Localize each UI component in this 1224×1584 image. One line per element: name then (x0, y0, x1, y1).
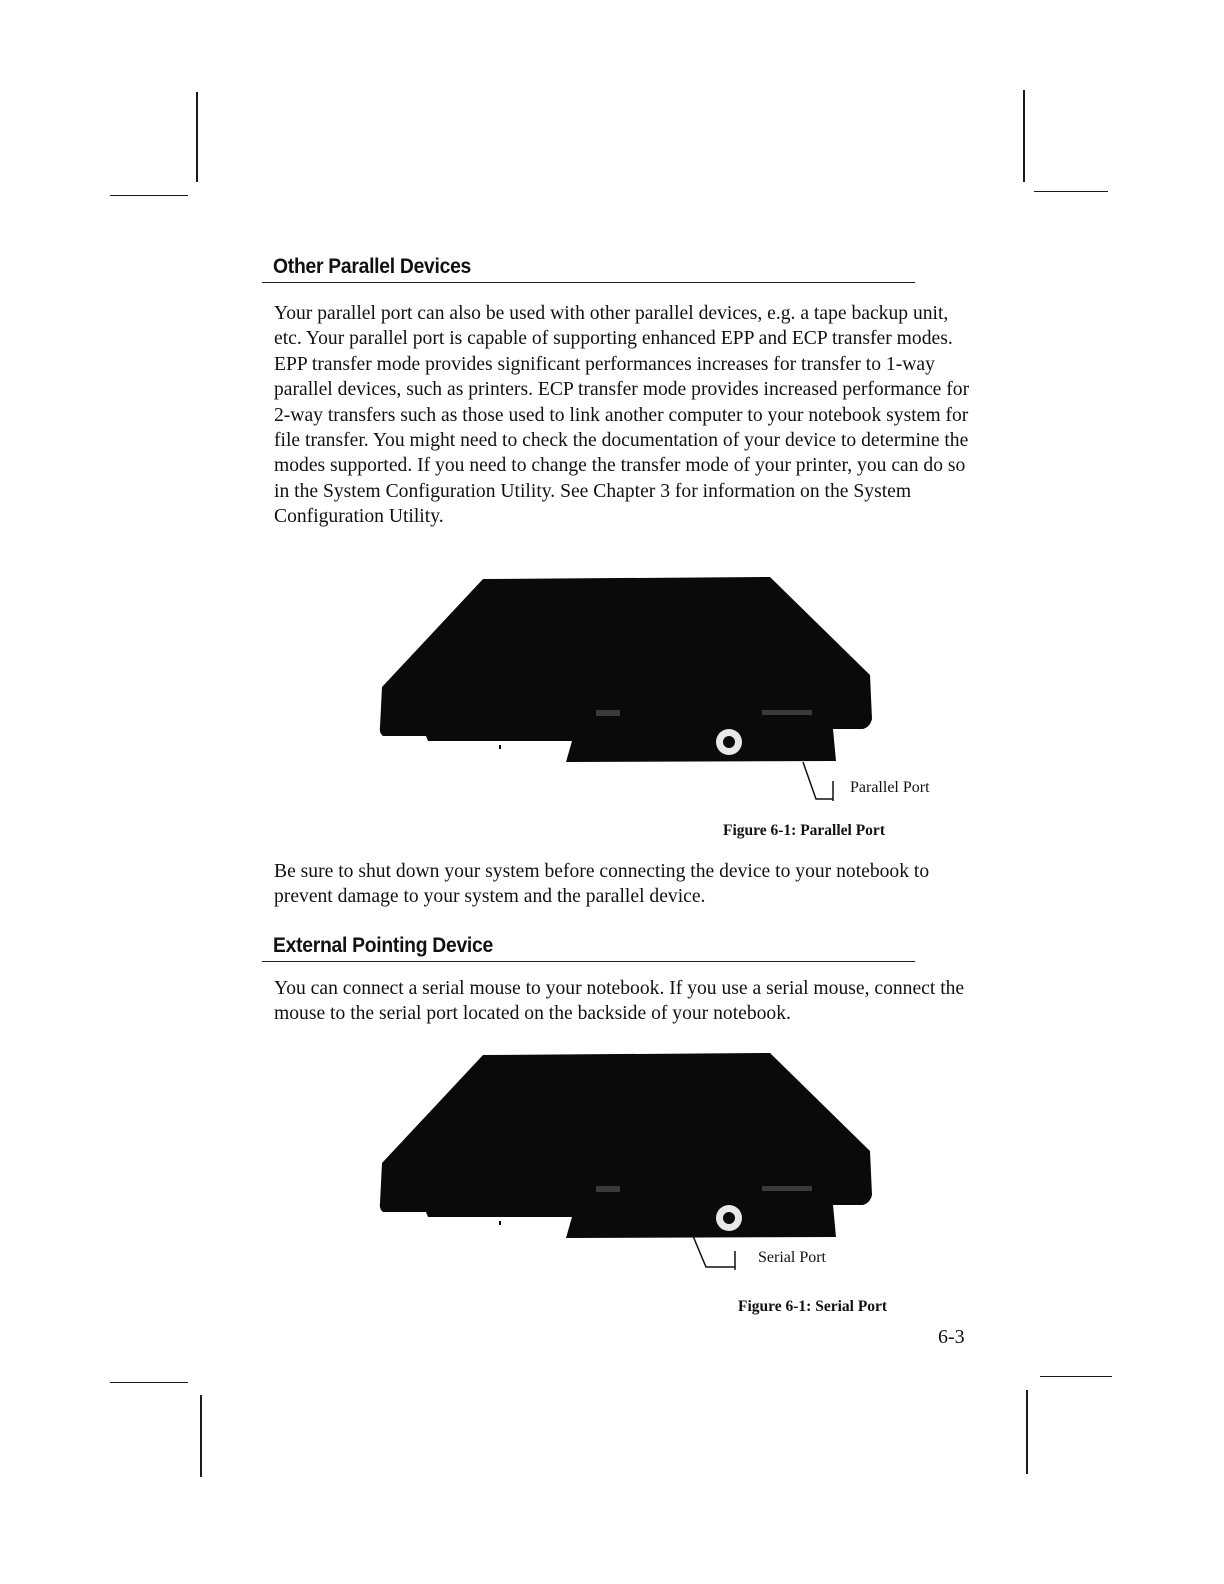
caption-figure-parallel-port: Figure 6-1: Parallel Port (723, 822, 885, 839)
figure-serial-port (378, 1053, 878, 1243)
callout-line-serial-port (690, 1234, 740, 1274)
caption-figure-serial-port: Figure 6-1: Serial Port (738, 1298, 888, 1315)
callout-line-parallel-port (800, 760, 840, 804)
page-number: 6-3 (938, 1326, 965, 1348)
figure-parallel-port (378, 577, 878, 767)
crop-mark-bottom-right-vertical (1026, 1390, 1028, 1474)
paragraph-parallel-devices: Your parallel port can also be used with other parallel devices, e.g. a tape backup unit, etc. Your parallel port is capable of supporting enhanced EPP and ECP transfer modes. EPP transfer mode provides significant performances increases for transfer to 1-way parallel devices, such as printers. ECP transfer mode provides increased performance for 2-way transfers such as those used to link another computer to your notebook system for file transfer. You might need to check the documentation of your device to determine the modes supported. If you need to change the transfer mode of your printer, you can do so in the System Configuration Utility. See Chapter 3 for information on the System Configuration Utility. (274, 303, 970, 528)
crop-mark-top-left-vertical (196, 92, 198, 182)
paragraph-shutdown-warning: Be sure to shut down your system before connecting the device to your notebook to prevent damage to your system and the parallel device. (274, 861, 930, 908)
heading-parallel-devices: Other Parallel Devices (262, 255, 915, 283)
crop-mark-top-left-horizontal (110, 195, 188, 196)
crop-mark-bottom-right-horizontal (1040, 1376, 1112, 1377)
crop-mark-top-right-horizontal (1034, 191, 1108, 192)
crop-mark-top-right-vertical (1023, 90, 1025, 182)
crop-mark-bottom-left-horizontal (110, 1382, 188, 1383)
label-parallel-port: Parallel Port (850, 779, 930, 796)
paragraph-external-pointing-device: You can connect a serial mouse to your notebook. If you use a serial mouse, connect the mouse to the serial port located on the backside of your notebook. (274, 978, 965, 1025)
section-parallel-devices (262, 255, 972, 530)
notebook-rear-illustration (378, 577, 878, 767)
crop-mark-bottom-left-vertical (200, 1395, 202, 1477)
section-external-pointing-device (262, 934, 972, 1027)
notebook-rear-illustration (378, 1053, 878, 1243)
heading-external-pointing-device: External Pointing Device (262, 934, 915, 962)
label-serial-port: Serial Port (758, 1249, 826, 1266)
